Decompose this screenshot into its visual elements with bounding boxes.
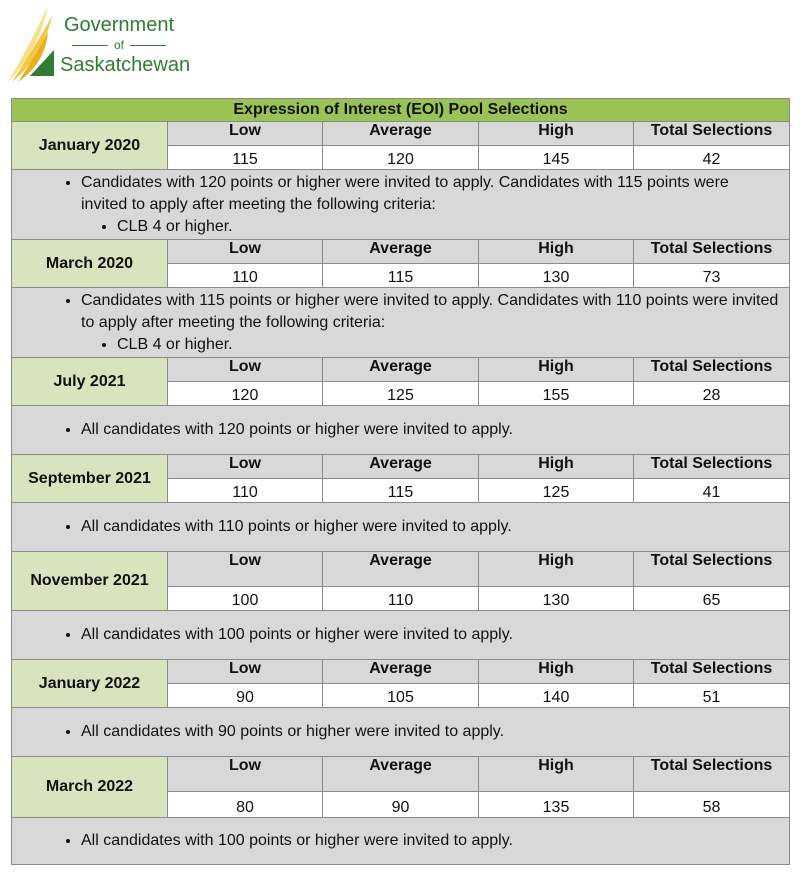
note-item xyxy=(81,419,779,441)
period-note xyxy=(12,503,790,552)
column-header-total: Total Selections xyxy=(634,455,790,479)
value-total: 58 xyxy=(634,792,790,818)
column-header-high: High xyxy=(479,660,634,684)
period-note xyxy=(12,288,790,358)
wheat-logo-icon xyxy=(6,4,64,84)
period-note xyxy=(12,708,790,757)
value-low: 120 xyxy=(168,382,323,406)
value-total: 65 xyxy=(634,587,790,611)
note-list xyxy=(12,721,789,743)
column-header-high: High xyxy=(479,358,634,382)
value-low: 80 xyxy=(168,792,323,818)
column-header-high: High xyxy=(479,757,634,792)
note-text: All candidates with 110 points or higher were invited to apply. xyxy=(81,518,512,535)
period-note-row xyxy=(12,818,790,865)
table-title-row xyxy=(12,99,790,122)
value-high: 125 xyxy=(479,479,634,503)
note-list xyxy=(12,172,789,238)
period-note-row xyxy=(12,288,790,358)
column-header-average: Average xyxy=(323,552,479,587)
period-note xyxy=(12,611,790,660)
column-header-low: Low xyxy=(168,358,323,382)
column-header-total: Total Selections xyxy=(634,358,790,382)
note-subitem: • CLB 4 or higher. xyxy=(117,216,769,238)
period-header-row xyxy=(12,552,790,587)
page-header xyxy=(0,0,800,90)
column-header-total: Total Selections xyxy=(634,122,790,146)
logo-line-1: Government xyxy=(63,14,175,36)
column-header-average: Average xyxy=(323,455,479,479)
logo-line-2: of xyxy=(60,36,178,54)
period-header-row xyxy=(12,455,790,479)
logo-line-3: Saskatchewan xyxy=(60,54,191,76)
note-list xyxy=(12,624,789,646)
column-header-low: Low xyxy=(168,552,323,587)
note-sublist xyxy=(81,334,779,356)
period-date: March 2020 xyxy=(12,240,168,288)
value-average: 115 xyxy=(323,479,479,503)
column-header-total: Total Selections xyxy=(634,660,790,684)
value-total: 42 xyxy=(634,146,790,170)
value-average: 120 xyxy=(323,146,479,170)
column-header-high: High xyxy=(479,122,634,146)
note-text: Candidates with 120 points or higher were invited to apply. Candidates with 115 points were invited to apply after meeting the following criteria: xyxy=(81,173,729,213)
period-header-row xyxy=(12,358,790,382)
eoi-selections-table xyxy=(11,98,790,865)
period-header-row xyxy=(12,122,790,146)
value-average: 110 xyxy=(323,587,479,611)
note-item xyxy=(81,290,779,356)
period-note-row xyxy=(12,170,790,240)
note-list xyxy=(12,516,789,538)
table-title: Expression of Interest (EOI) Pool Selections xyxy=(12,99,790,122)
column-header-average: Average xyxy=(323,358,479,382)
note-list xyxy=(12,419,789,441)
value-high: 130 xyxy=(479,264,634,288)
period-date: March 2022 xyxy=(12,757,168,818)
note-text: All candidates with 100 points or higher were invited to apply. xyxy=(81,626,513,643)
value-average: 115 xyxy=(323,264,479,288)
column-header-high: High xyxy=(479,240,634,264)
note-text: Candidates with 115 points or higher were invited to apply. Candidates with 110 points were invited to apply after meeting the following criteria: xyxy=(81,291,779,331)
value-average: 105 xyxy=(323,684,479,708)
value-low: 90 xyxy=(168,684,323,708)
column-header-low: Low xyxy=(168,757,323,792)
period-note-row xyxy=(12,708,790,757)
value-low: 115 xyxy=(168,146,323,170)
note-list xyxy=(12,830,789,852)
column-header-low: Low xyxy=(168,455,323,479)
column-header-total: Total Selections xyxy=(634,757,790,792)
period-note xyxy=(12,406,790,455)
note-item xyxy=(81,516,779,538)
value-low: 110 xyxy=(168,264,323,288)
value-total: 28 xyxy=(634,382,790,406)
note-item xyxy=(81,830,779,852)
column-header-high: High xyxy=(479,455,634,479)
period-note-row xyxy=(12,611,790,660)
period-note-row xyxy=(12,503,790,552)
value-high: 130 xyxy=(479,587,634,611)
column-header-total: Total Selections xyxy=(634,240,790,264)
period-date: January 2022 xyxy=(12,660,168,708)
note-item xyxy=(81,172,779,238)
column-header-average: Average xyxy=(323,757,479,792)
value-high: 155 xyxy=(479,382,634,406)
eoi-table-body xyxy=(12,99,790,865)
column-header-low: Low xyxy=(168,240,323,264)
period-header-row xyxy=(12,757,790,792)
column-header-total: Total Selections xyxy=(634,552,790,587)
column-header-low: Low xyxy=(168,122,323,146)
value-total: 51 xyxy=(634,684,790,708)
note-subitem: • CLB 4 or higher. xyxy=(117,334,769,356)
period-note xyxy=(12,818,790,865)
value-average: 125 xyxy=(323,382,479,406)
period-header-row xyxy=(12,660,790,684)
period-date: September 2021 xyxy=(12,455,168,503)
value-total: 41 xyxy=(634,479,790,503)
column-header-average: Average xyxy=(323,122,479,146)
period-date: November 2021 xyxy=(12,552,168,611)
period-date: July 2021 xyxy=(12,358,168,406)
period-date: January 2020 xyxy=(12,122,168,170)
period-note xyxy=(12,170,790,240)
column-header-high: High xyxy=(479,552,634,587)
period-note-row xyxy=(12,406,790,455)
note-sublist xyxy=(81,216,779,238)
column-header-average: Average xyxy=(323,660,479,684)
note-item xyxy=(81,624,779,646)
value-high: 140 xyxy=(479,684,634,708)
column-header-low: Low xyxy=(168,660,323,684)
value-high: 145 xyxy=(479,146,634,170)
period-header-row xyxy=(12,240,790,264)
column-header-average: Average xyxy=(323,240,479,264)
note-item xyxy=(81,721,779,743)
logo-wordmark xyxy=(60,14,191,76)
note-text: All candidates with 120 points or higher were invited to apply. xyxy=(81,421,513,438)
note-text: All candidates with 90 points or higher were invited to apply. xyxy=(81,723,505,740)
note-list xyxy=(12,290,789,356)
value-low: 100 xyxy=(168,587,323,611)
value-low: 110 xyxy=(168,479,323,503)
value-total: 73 xyxy=(634,264,790,288)
value-high: 135 xyxy=(479,792,634,818)
value-average: 90 xyxy=(323,792,479,818)
note-text: All candidates with 100 points or higher were invited to apply. xyxy=(81,832,513,849)
